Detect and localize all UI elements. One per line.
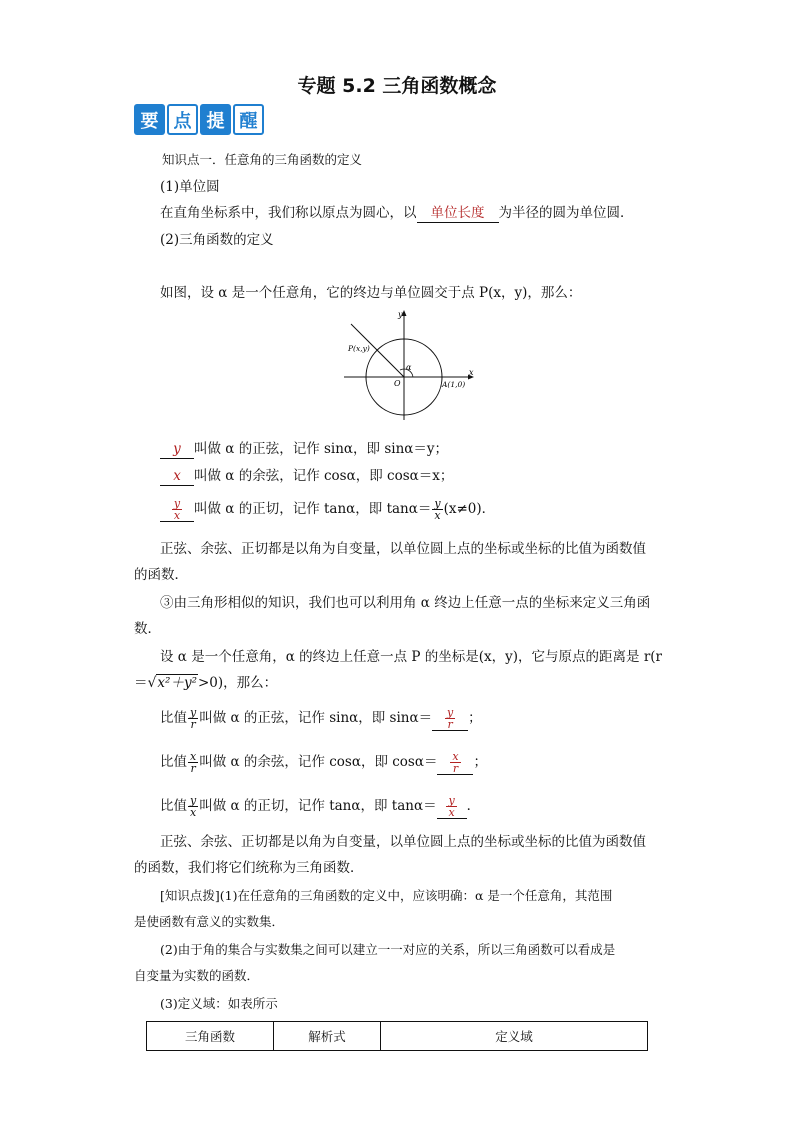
cosine-definition: x 叫做 α 的余弦，记作 cosα，即 cosα＝x；: [160, 467, 453, 486]
y-axis-label: y: [398, 310, 403, 319]
summary-line: 的函数，我们将它们统称为三角函数．: [134, 860, 364, 876]
note-line: [知识点拨](1)在任意角的三角函数的定义中，应该明确：α 是一个任意角，其范围: [160, 888, 613, 903]
alpha-label: α: [406, 363, 412, 372]
badge-char: 提: [200, 104, 231, 135]
note-line: (2)由于角的集合与实数集之间可以建立一一对应的关系，所以三角函数可以看成是: [160, 942, 616, 957]
table-header-cell: 定义域: [381, 1022, 648, 1051]
ratio-cosine-definition: 比值 $\frac{x}{r}$ 叫做 α 的余弦，记作 cosα，即 cosα＝ $\frac{x}{r}$ ；: [160, 750, 487, 775]
origin-label: O: [394, 379, 401, 388]
paragraph-line: 设 α 是一个任意角，α 的终边上任意一点 P 的坐标是(x，y)，它与原点的距离是 r(r: [160, 649, 663, 665]
summary-line: 正弦、余弦、正切都是以角为自变量，以单位圆上点的坐标或坐标的比值为函数值: [160, 834, 646, 850]
table-header-cell: 三角函数: [147, 1022, 274, 1051]
answer-blank: $\frac{x}{r}$: [437, 750, 473, 775]
tangent-definition: $\frac{y}{x}$ 叫做 α 的正切，记作 tanα，即 tanα＝ $\frac{y}{x}$ (x≠0)．: [160, 497, 495, 522]
unit-circle-definition: 在直角坐标系中，我们称以原点为圆心，以 单位长度 为半径的圆为单位圆．: [160, 205, 634, 221]
badge-char: 要: [134, 104, 165, 135]
table-header-cell: 解析式: [274, 1022, 381, 1051]
answer-blank: y: [160, 440, 194, 459]
paragraph-line: ③由三角形相似的知识，我们也可以利用角 α 终边上任意一点的坐标来定义三角函: [160, 595, 651, 611]
summary-line: 正弦、余弦、正切都是以角为自变量，以单位圆上点的坐标或坐标的比值为函数值: [160, 541, 646, 557]
sine-definition: y 叫做 α 的正弦，记作 sinα，即 sinα＝y；: [160, 440, 448, 459]
point-P-label: P(x,y): [348, 344, 370, 353]
key-points-badge: [134, 104, 264, 135]
intro-paragraph: 如图，设 α 是一个任意角，它的终边与单位圆交于点 P(x，y)，那么：: [160, 285, 582, 301]
subheading-unit-circle: (1)单位圆: [160, 179, 220, 195]
subheading-trig-definition: (2)三角函数的定义: [160, 232, 274, 248]
page-title: 专题 5.2 三角函数概念: [297, 75, 497, 97]
answer-blank: $\frac{y}{r}$: [432, 706, 468, 731]
table-row: [147, 1022, 648, 1051]
answer-blank: $\frac{y}{x}$: [437, 794, 467, 819]
answer-blank: 单位长度: [417, 204, 499, 223]
answer-blank: $\frac{y}{x}$: [160, 497, 194, 522]
note-line: 自变量为实数的函数．: [134, 968, 260, 983]
paragraph-line: 数．: [134, 621, 161, 637]
domain-table: [146, 1021, 648, 1051]
badge-char: 醒: [233, 104, 264, 135]
note-line: 是使函数有意义的实数集．: [134, 914, 285, 929]
section-heading: 知识点一．任意角的三角函数的定义: [162, 152, 363, 167]
ratio-sine-definition: 比值 $\frac{y}{r}$ 叫做 α 的正弦，记作 sinα，即 sinα＝ $\frac{y}{r}$ ；: [160, 706, 482, 731]
x-axis-label: x: [469, 368, 474, 377]
badge-char: 点: [167, 104, 198, 135]
note-line: (3)定义域：如表所示: [160, 996, 278, 1011]
distance-formula: ＝√x²＋y²>0)，那么：: [134, 675, 278, 691]
unit-circle-figure: [340, 306, 480, 422]
point-A-label: A(1,0): [442, 380, 466, 389]
ratio-tangent-definition: 比值 $\frac{y}{x}$ 叫做 α 的正切，记作 tanα，即 tanα＝ $\frac{y}{x}$ ．: [160, 794, 481, 819]
summary-line: 的函数．: [134, 567, 188, 583]
answer-blank: x: [160, 467, 194, 486]
